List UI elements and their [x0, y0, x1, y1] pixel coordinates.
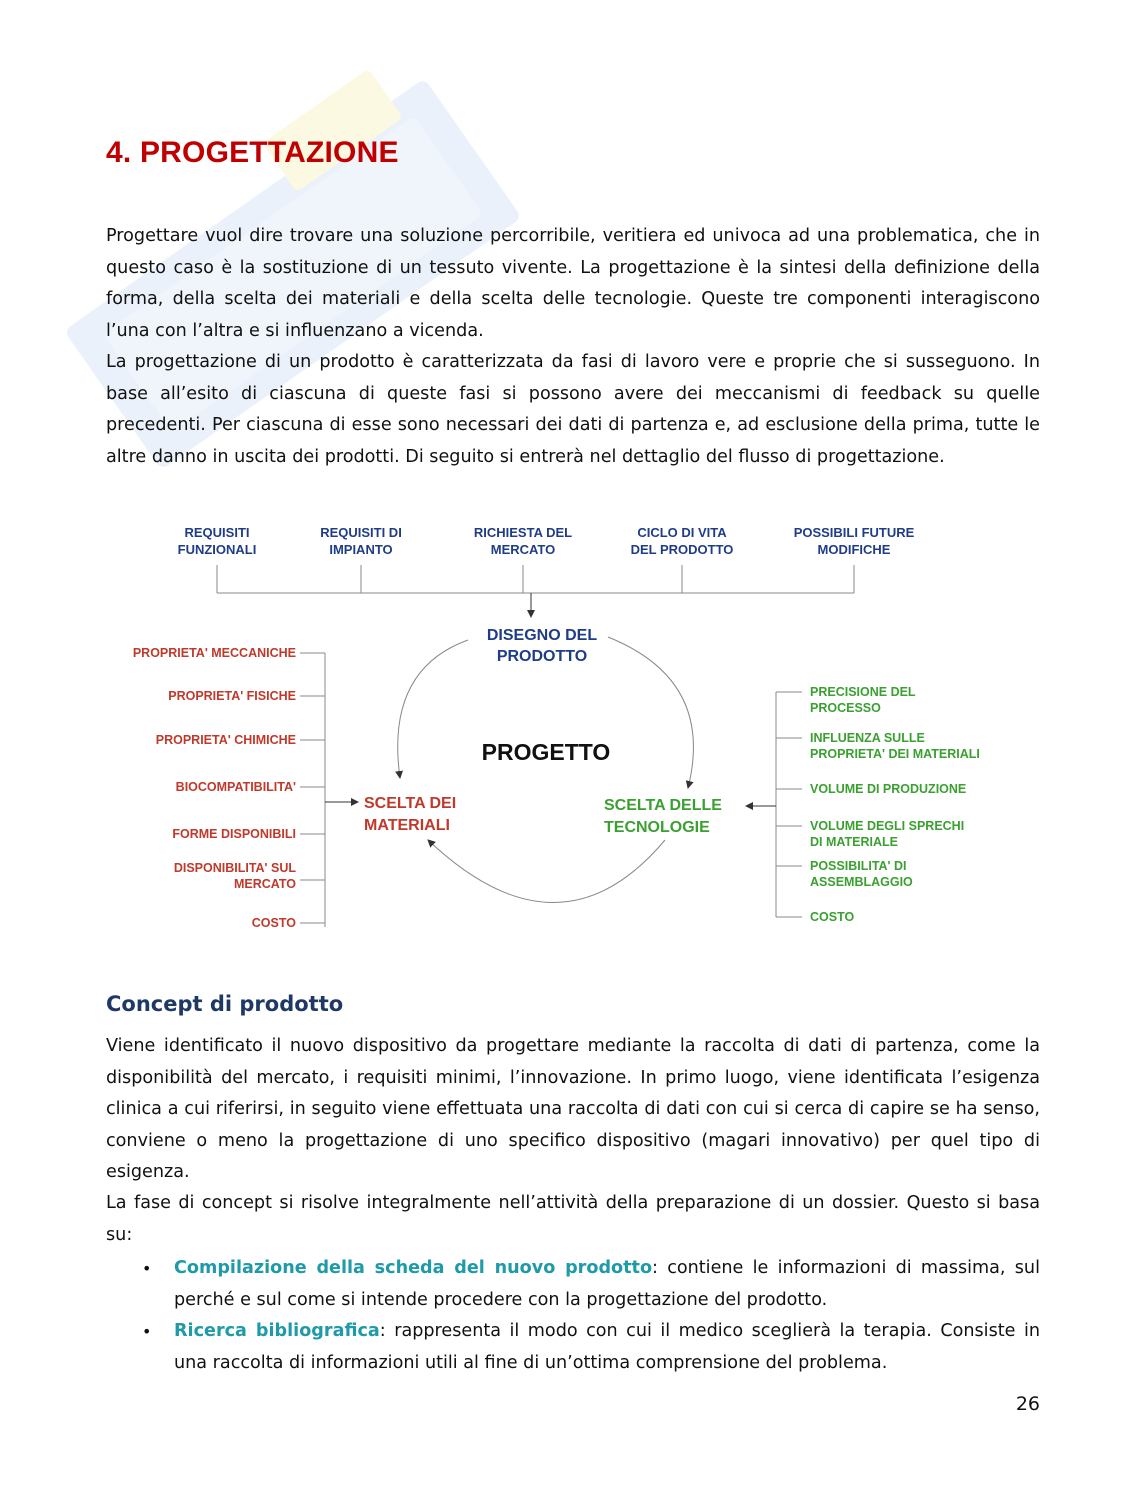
top-input-label: CICLO DI VITA DEL PRODOTTO	[630, 525, 734, 557]
left-input-label: DISPONIBILITA' SUL MERCATO	[173, 861, 296, 891]
page-number: 26	[1015, 1393, 1040, 1415]
materials-node-label: SCELTA DEI MATERIALI	[364, 795, 457, 834]
bullet-text: : contiene le informazioni di massima, sul perché e sul come si intende procedere con la progettazione del prodotto.	[174, 1258, 1040, 1310]
page-title: 4. PROGETTAZIONE	[106, 136, 399, 169]
top-input-label: RICHIESTA DEL MERCATO	[473, 525, 573, 557]
right-input-label: COSTO	[810, 910, 855, 924]
top-input-label: POSSIBILI FUTURE MODIFICHE	[793, 525, 915, 557]
left-input-label: PROPRIETA' FISICHE	[168, 689, 296, 703]
phases-paragraph: La progettazione di un prodotto è caratterizzata da fasi di lavoro vere e proprie che si susseguono. In base all’esito di ciascuna di queste fasi si possono avere dei meccanismi di feedback su quelle precedenti. Per ciascuna di esse sono necessari dei dati di partenza e, ad esclusione della prima, tutte le altre danno in uscita dei prodotti. Di seguito si entrerà nel dettaglio del flusso di progettazione.	[106, 352, 1040, 467]
list-item	[106, 1316, 1040, 1379]
design-flow-diagram	[100, 510, 1040, 940]
intro-paragraph: Progettare vuol dire trovare una soluzione percorribile, veritiera ed univoca ad una problematica, che in questo caso è la sostituzione di un tessuto vivente. La progettazione è la sintesi della definizione della forma, della scelta dei materiali e della scelta delle tecnologie. Queste tre componenti interagiscono l’una con l’altra e si influenzano a vicenda.	[106, 226, 1040, 341]
concept-paragraph: Viene identificato il nuovo dispositivo da progettare mediante la raccolta di dati di partenza, come la disponibilità del mercato, i requisiti minimi, l’innovazione. In primo luogo, viene identificata l’esigenza clinica a cui riferirsi, in seguito viene effettuata una raccolta di dati con cui si cerca di capire se ha senso, conviene o meno la progettazione di uno specifico dispositivo (magari innovativo) per quel tipo di esigenza.	[106, 1036, 1040, 1182]
cycle-arrow-technologies-to-materials	[428, 840, 665, 903]
center-project-label: PROGETTO	[481, 739, 611, 765]
left-input-label: PROPRIETA' CHIMICHE	[155, 733, 296, 747]
bullet-icon: •	[142, 1259, 152, 1278]
left-input-label: BIOCOMPATIBILITA'	[175, 780, 296, 794]
technologies-node-label: SCELTA DELLE TECNOLOGIE	[604, 797, 722, 836]
cycle-arrow-design-to-materials	[398, 640, 468, 778]
cycle-arrow-design-to-technologies	[608, 637, 693, 788]
bullet-term: Ricerca bibliografica	[174, 1321, 380, 1341]
section-title: Concept di prodotto	[106, 992, 344, 1016]
bullet-icon: •	[142, 1322, 152, 1341]
left-input-label: FORME DISPONIBILI	[172, 827, 296, 841]
top-input-label: REQUISITI FUNZIONALI	[177, 525, 257, 557]
list-item	[106, 1253, 1040, 1316]
right-input-label: PRECISIONE DEL PROCESSO	[810, 685, 916, 715]
top-input-label: REQUISITI DI IMPIANTO	[320, 525, 402, 557]
left-input-label: COSTO	[251, 916, 296, 930]
dossier-bullet-list	[106, 1253, 1040, 1379]
right-input-label: VOLUME DEGLI SPRECHI DI MATERIALE	[810, 819, 965, 849]
design-node-label: DISEGNO DEL PRODOTTO	[486, 627, 598, 665]
right-input-label: POSSIBILITA' DI ASSEMBLAGGIO	[810, 859, 913, 889]
bullet-term: Compilazione della scheda del nuovo prodotto	[174, 1258, 653, 1278]
bullet-text: : rappresenta il modo con cui il medico sceglierà la terapia. Consiste in una raccolta di informazioni utili al fine di un’ottima comprensione del problema.	[174, 1321, 1040, 1373]
right-input-label: VOLUME DI PRODUZIONE	[810, 782, 967, 796]
right-input-label: INFLUENZA SULLE PROPRIETA' DEI MATERIALI	[810, 731, 980, 761]
left-input-label: PROPRIETA' MECCANICHE	[132, 646, 296, 660]
dossier-paragraph: La fase di concept si risolve integralmente nell’attività della preparazione di un dossier. Questo si basa su:	[106, 1193, 1040, 1245]
